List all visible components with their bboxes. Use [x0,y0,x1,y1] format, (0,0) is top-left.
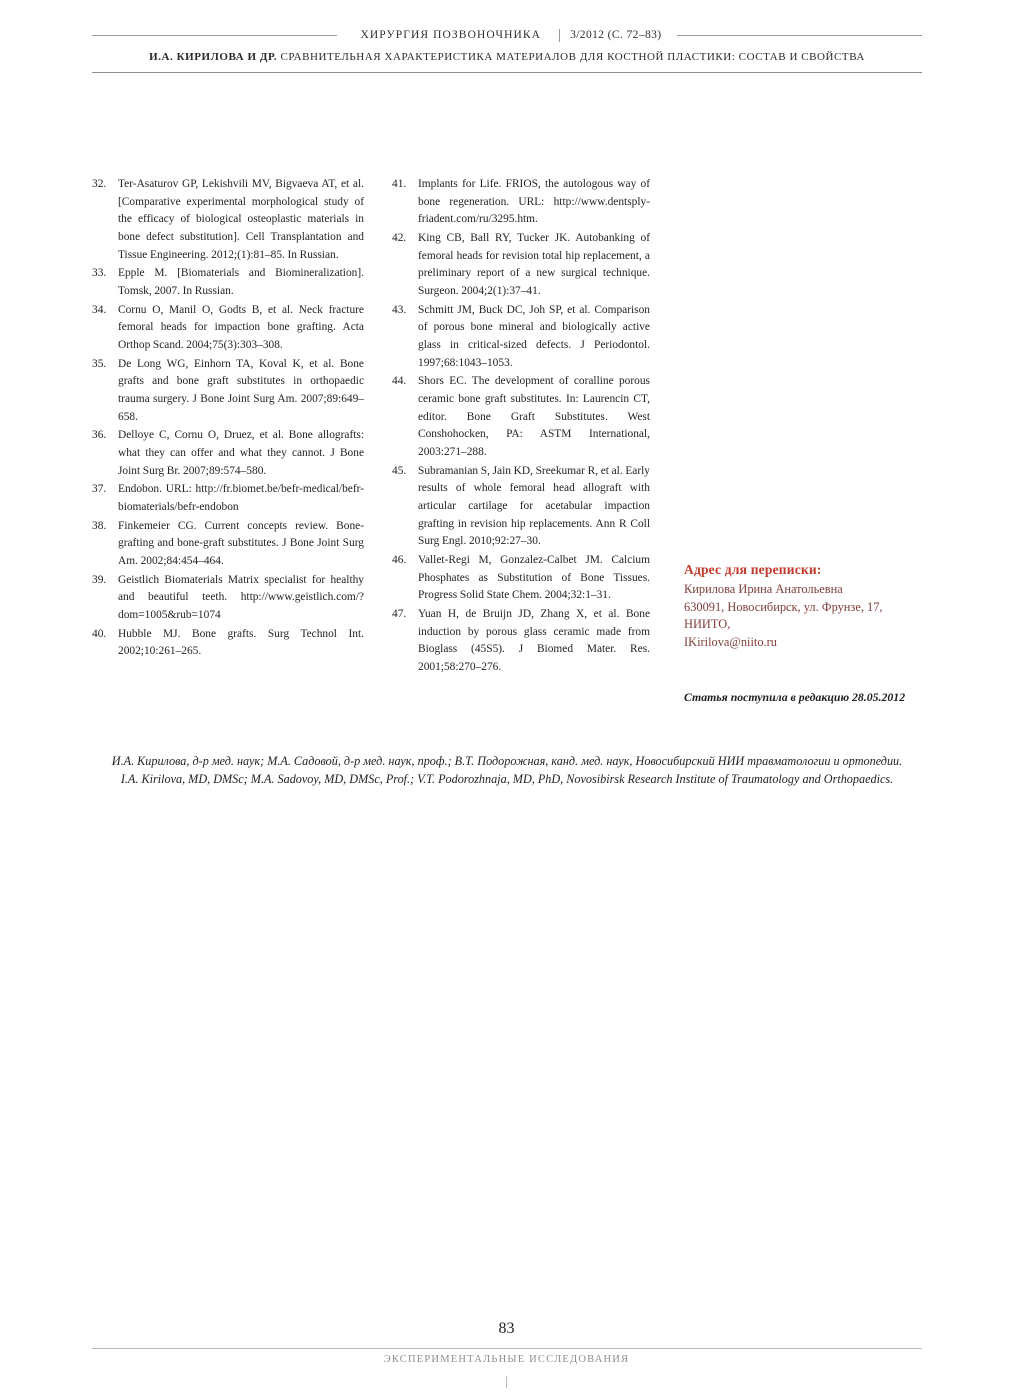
list-item [392,373,650,461]
correspondence-institute: НИИТО, [684,617,731,632]
reference-text: Shors EC. The development of coralline porous ceramic bone graft substitutes. In: Laurencin CT, editor. Bone Graft Substitutes. West Conshohocken, PA: ASTM International, 2003:271–288. [418,375,650,459]
reference-number: 39. [92,573,107,586]
authors-affiliations-ru: И.А. Кирилова, д-р мед. наук; М.А. Садовой, д-р мед. наук, проф.; В.Т. Подорожная, канд. мед. наук, Новосибирский НИИ травматологии и ортопедии. [111,754,903,768]
correspondence-block [684,562,924,651]
reference-number: 47. [392,608,407,621]
reference-text: Vallet-Regi M, Gonzalez-Calbet JM. Calcium Phosphates as Substitution of Bone Tissues. Progress Solid State Chem. 2004;32:1–31. [418,554,650,602]
list-item [92,572,364,625]
reference-text: Cornu O, Manil O, Godts B, et al. Neck fracture femoral heads for impaction bone grafting. Acta Orthop Scand. 2004;75(3):303–308. [118,303,364,352]
reference-text: Implants for Life. FRIOS, the autologous way of bone regeneration. URL: http://www.dentsply-friadent.com/ru/3295.htm. [418,178,650,226]
reference-number: 36. [92,429,107,442]
reference-number: 42. [392,232,407,245]
list-item [392,463,650,551]
reference-text: Endobon. URL: http://fr.biomet.be/befr-medical/befr-biomaterials/befr-endobon [118,483,364,514]
references-left-column [92,176,364,678]
reference-text: De Long WG, Einhorn TA, Koval K, et al. Bone grafts and bone graft substitutes in orthopaedic trauma surgery. J Bone Joint Surg Am. 2007;89:649–658. [118,357,364,423]
journal-title: ХИРУРГИЯ ПОЗВОНОЧНИКА [360,29,542,41]
list-item [92,518,364,571]
list-item [392,230,650,301]
correspondence-name: Кирилова Ирина Анатольевна [684,582,843,596]
reference-number: 33. [92,267,107,280]
reference-text: Finkemeier CG. Current concepts review. Bone-grafting and bone-graft substitutes. J Bone Joint Surg Am. 2002;84:454–464. [118,519,364,568]
reference-text: Yuan H, de Bruijn JD, Zhang X, et al. Bone induction by porous glass ceramic made from Bioglass (45S5). J Biomed Mater. Res. 2001;58:270–276. [418,608,650,674]
running-head [92,51,922,63]
reference-number: 37. [92,483,107,496]
list-item [392,606,650,677]
reference-text: Geistlich Biomaterials Matrix specialist for healthy and beautiful teeth. http://www.geistlich.com/?dom=1005&rub=1074 [118,573,364,622]
list-item [392,302,650,373]
reference-number: 44. [392,375,407,388]
footer-rule [92,1348,922,1349]
reference-text: King CB, Ball RY, Tucker JK. Autobanking of femoral heads for revision total hip replacement, a preliminary report of a new surgical technique. Surgeon. 2004;2(1):37–41. [418,232,650,298]
authors-affiliations [92,752,922,789]
page-header [92,26,922,63]
reference-number: 34. [92,303,107,316]
list-item [92,176,364,264]
authors-affiliations-en: I.A. Kirilova, MD, DMSc; M.A. Sadovoy, MD, DMSc, Prof.; V.T. Podorozhnaja, MD, PhD, Novosibirsk Research Institute of Traumatology and Orthopaedics. [120,772,894,787]
reference-text: Ter-Asaturov GP, Lekishvili MV, Bigvaeva AT, et al. [Comparative experimental morphological study of the efficacy of biological osteoplastic materials in bone defect substitution]. Cell Transplantation and Tissue Engineering. 2012;(1):81–85. In Russian. [118,178,364,261]
header-bottom-rule [92,72,922,73]
reference-text: Subramanian S, Jain KD, Sreekumar R, et al. Early results of whole femoral head allograft with articular cartilage for acetabular impaction grafting in revision hip replacements. Ann R Coll Surg Engl. 2010;92:27–30. [418,464,650,548]
correspondence-email[interactable]: IKirilova@niito.ru [684,634,777,649]
reference-number: 46. [392,554,407,567]
header-rule-right [677,35,922,36]
running-head-authors: И.А. КИРИЛОВА И ДР. [149,51,278,63]
header-journal-line [92,26,922,44]
correspondence-address: 630091, Новосибирск, ул. Фрунзе, 17, [684,599,883,614]
list-item [92,427,364,480]
reference-number: 38. [92,519,107,532]
reference-number: 41. [392,178,407,190]
reference-text: Schmitt JM, Buck DC, Joh SP, et al. Comparison of porous bone mineral and biologically active glass in critical-sized defects. J Periodontol. 1997;68:1043–1053. [418,303,650,369]
header-divider [559,29,560,42]
footer-section-name: ЭКСПЕРИМЕНТАЛЬНЫЕ ИССЛЕДОВАНИЯ [383,1354,630,1365]
list-item [392,176,650,229]
reference-number: 43. [392,303,407,316]
reference-text: Delloye C, Cornu O, Druez, et al. Bone allografts: what they can offer and what they cannot. J Bone Joint Surg Br. 2007;89:574–580. [118,429,364,477]
reference-number: 32. [92,178,107,190]
correspondence-title: Адрес для переписки: [684,562,822,577]
list-item [92,356,364,427]
footer-tick-mark [506,1376,507,1388]
reference-text: Hubble MJ. Bone grafts. Surg Technol Int. 2002;10:261–265. [118,627,364,658]
reference-number: 35. [92,357,107,370]
list-item [92,265,364,300]
list-item [92,302,364,355]
reference-number: 45. [392,464,407,477]
received-date: Статья поступила в редакцию 28.05.2012 [684,690,906,704]
reference-number: 40. [92,627,107,640]
list-item [92,626,364,661]
list-item [92,481,364,516]
list-item [392,552,650,605]
references-right-column [392,176,650,678]
running-head-title: СРАВНИТЕЛЬНАЯ ХАРАКТЕРИСТИКА МАТЕРИАЛОВ ДЛЯ КОСТНОЙ ПЛАСТИКИ: СОСТАВ И СВОЙСТВА [280,51,865,63]
reference-text: Epple M. [Biomaterials and Biomineralization]. Tomsk, 2007. In Russian. [118,267,364,298]
issue-info: 3/2012 (С. 72–83) [570,29,662,41]
header-rule-left [92,35,337,36]
page-number: 83 [498,1320,515,1337]
